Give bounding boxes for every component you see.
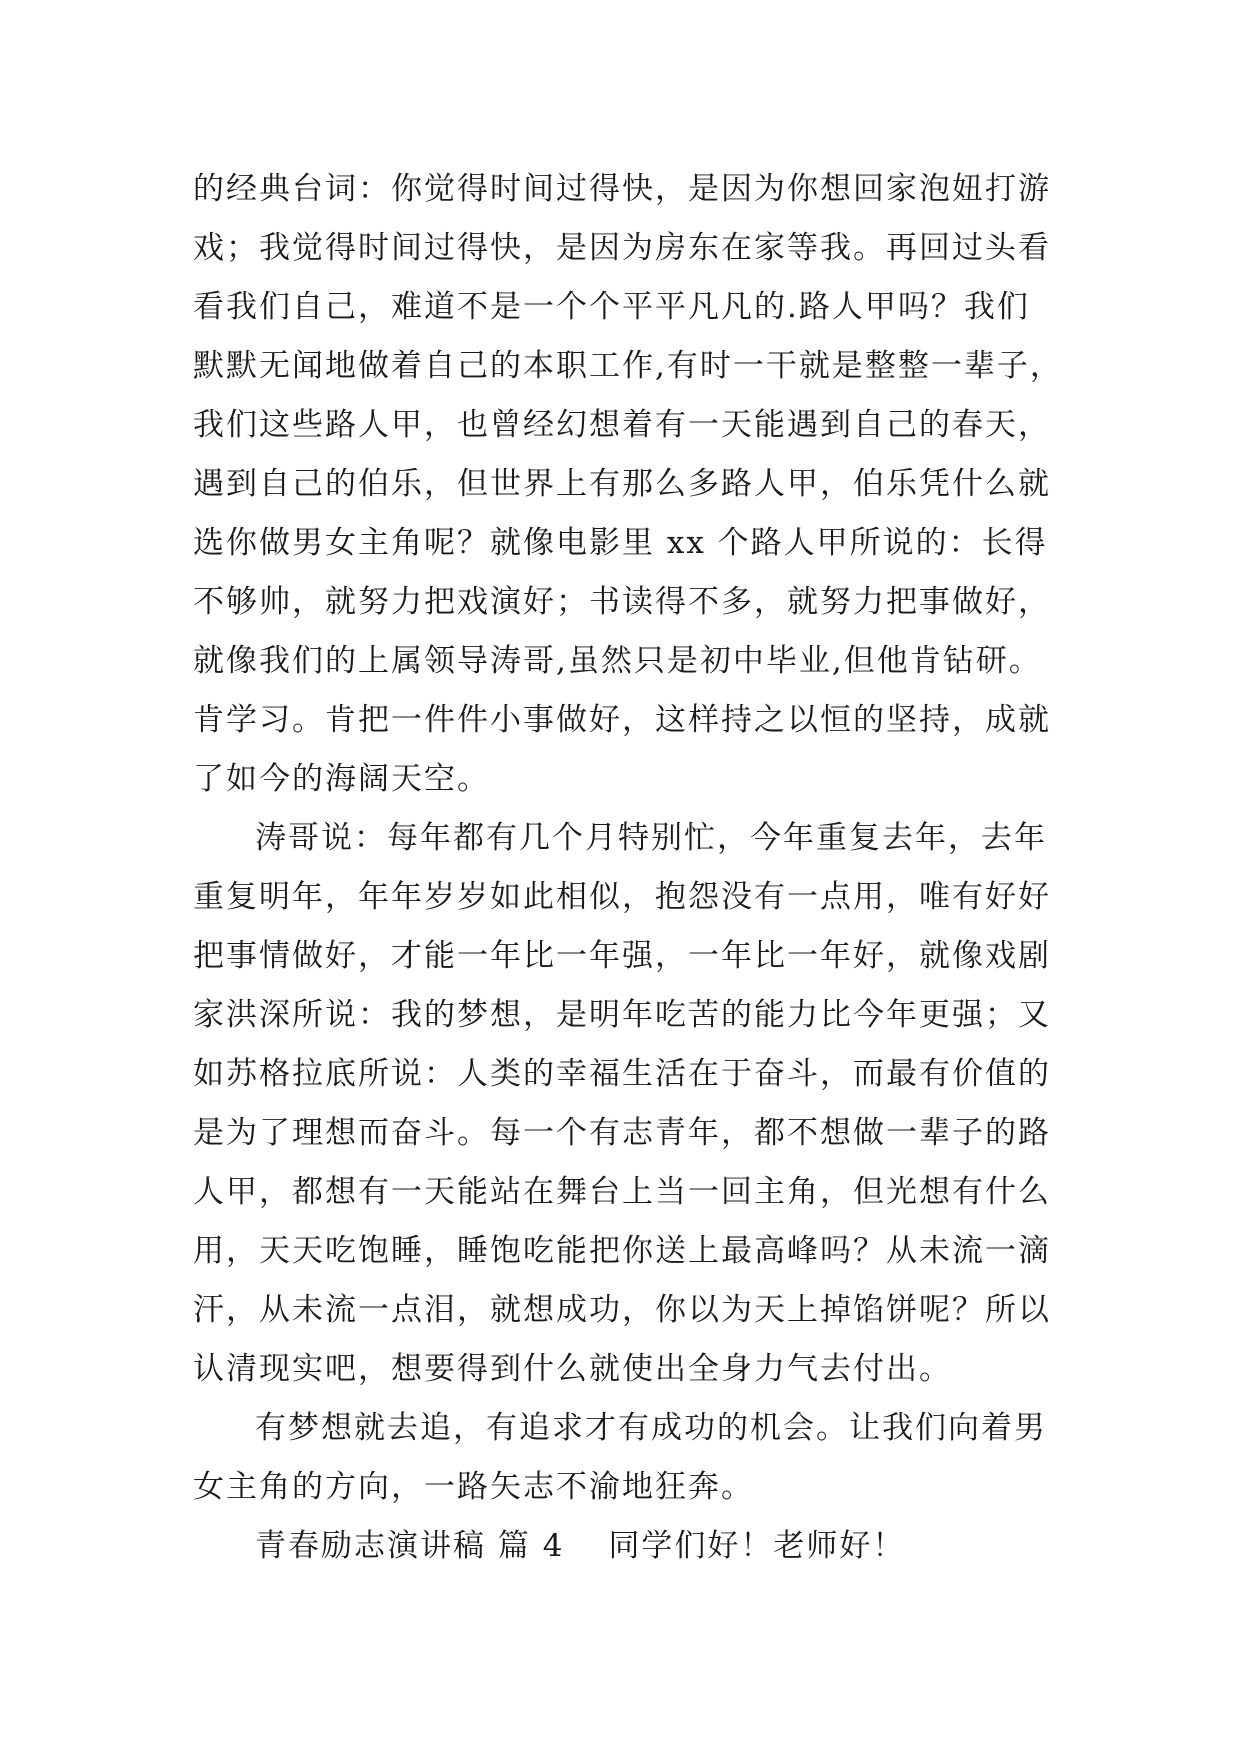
- text-line: 就像我们的上属领导涛哥,虽然只是初中毕业,但他肯钻研。: [193, 643, 1042, 679]
- text-line: 把事情做好，才能一年比一年强，一年比一年好，就像戏剧: [193, 938, 1051, 974]
- text-line: 了如今的海阔天空。: [193, 761, 490, 797]
- text-line: 有梦想就去追，有追求才有成功的机会。让我们向着男: [255, 1410, 1047, 1446]
- text-line: 选你做男女主角呢？就像电影里 xx 个路人甲所说的：长得: [193, 525, 1048, 561]
- text-line: 遇到自己的伯乐，但世界上有那么多路人甲，伯乐凭什么就: [193, 466, 1051, 502]
- text-line: 认清现实吧，想要得到什么就使出全身力气去付出。: [193, 1351, 952, 1387]
- text-line: 人甲，都想有一天能站在舞台上当一回主角，但光想有什么: [193, 1174, 1051, 1210]
- text-line: 女主角的方向，一路矢志不渝地狂奔。: [193, 1469, 754, 1505]
- text-line: 我们这些路人甲，也曾经幻想着有一天能遇到自己的春天，: [193, 407, 1051, 443]
- text-line: 用，天天吃饱睡，睡饱吃能把你送上最高峰吗？从未流一滴: [193, 1233, 1051, 1269]
- section-title: 青春励志演讲稿 篇 4: [255, 1528, 565, 1564]
- text-line: 肯学习。肯把一件件小事做好，这样持之以恒的坚持，成就: [193, 702, 1051, 738]
- document-body: [193, 160, 1063, 1576]
- text-line: 的经典台词：你觉得时间过得快，是因为你想回家泡妞打游: [193, 171, 1051, 207]
- text-line: 戏；我觉得时间过得快，是因为房东在家等我。再回过头看: [193, 230, 1051, 266]
- text-line: 看我们自己，难道不是一个个平平凡凡的.路人甲吗？我们: [193, 289, 1030, 325]
- paragraph-1: [193, 160, 1063, 809]
- text-line: 不够帅，就努力把戏演好；书读得不多，就努力把事做好，: [193, 584, 1051, 620]
- text-line: 如苏格拉底所说：人类的幸福生活在于奋斗，而最有价值的: [193, 1056, 1051, 1092]
- paragraph-2: [193, 809, 1053, 1399]
- section-greeting: 同学们好！老师好！: [608, 1528, 906, 1564]
- text-line: 是为了理想而奋斗。每一个有志青年，都不想做一辈子的路: [193, 1115, 1051, 1151]
- text-line: 汗，从未流一点泪，就想成功，你以为天上掉馅饼呢？所以: [193, 1292, 1051, 1328]
- text-line: 涛哥说：每年都有几个月特别忙，今年重复去年，去年: [255, 820, 1047, 856]
- paragraph-3: [193, 1399, 1053, 1517]
- text-line: 默默无闻地做着自己的本职工作,有时一干就是整整一辈子，: [193, 348, 1063, 384]
- text-line: 家洪深所说：我的梦想，是明年吃苦的能力比今年更强；又: [193, 997, 1051, 1033]
- text-line: 重复明年，年年岁岁如此相似，抱怨没有一点用，唯有好好: [193, 879, 1051, 915]
- section-heading: [193, 1517, 1053, 1576]
